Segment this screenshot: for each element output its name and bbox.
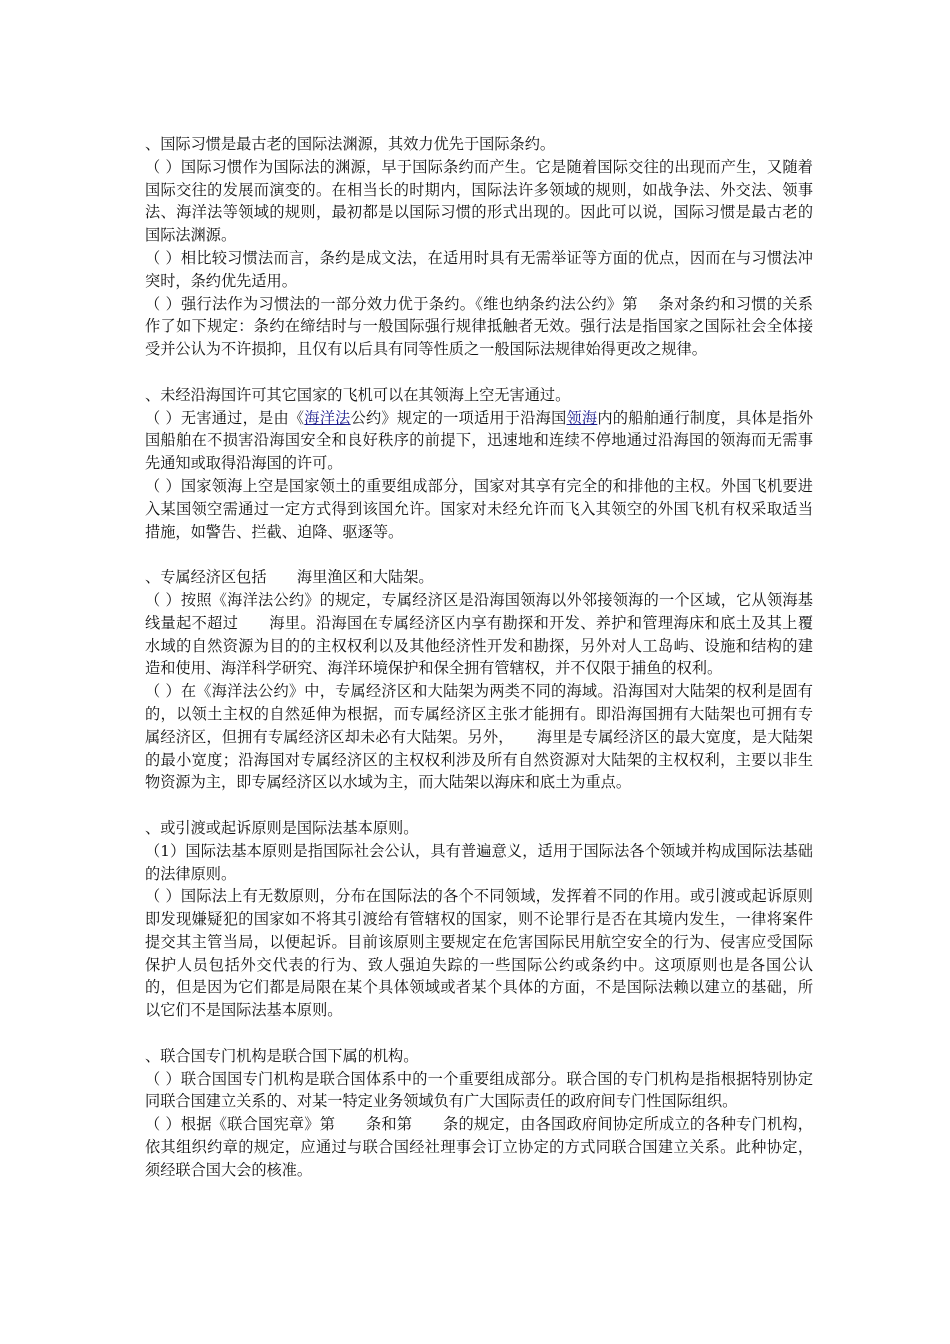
paragraph: （ ）联合国国专门机构是联合国体系中的一个重要组成部分。联合国的专门机构是指根据特别协定同联合国建立关系的、对某一特定业务领域负有广大国际责任的政府间专门性国际组织。 [145,1069,813,1111]
section-heading: 、联合国专门机构是联合国下属的机构。 [145,1046,419,1065]
text-run: （ ）无害通过，是由《 [145,408,305,427]
paragraph: （ ）根据《联合国宪章》第 条和第 条的规定，由各国政府间协定所成立的各种专门机构，依其组织约章的规定，应通过与联合国经社理事会订立协定的方式同联合国建立关系。此种协定，须经联合国大会的核准。 [145,1115,813,1179]
hyperlink-haiyangfa[interactable]: 海洋法 [304,408,351,427]
document-body [145,133,813,1182]
paragraph: （ ）强行法作为习惯法的一部分效力优于条约。《维也纳条约法公约》第 条对条约和习惯的关系作了如下规定：条约在缔结时与一般国际强行规律抵触者无效。强行法是指国家之国际社会全体接受并公认为不许损抑，且仅有以后具有同等性质之一般国际法规律始得更改之规律。 [145,294,813,359]
paragraph: （ ）在《海洋法公约》中，专属经济区和大陆架为两类不同的海域。沿海国对大陆架的权利是固有的，以领土主权的自然延伸为根据，而专属经济区主张才能拥有。即沿海国拥有大陆架也可拥有专属经济区，但拥有专属经济区却未必有大陆架。另外， 海里是专属经济区的最大宽度，是大陆架的最小宽度；沿海国对专属经济区的主权权利涉及所有自然资源对大陆架的主权权利，主要以非生物资源为主，即专属经济区以水域为主，而大陆架以海床和底土为重点。 [145,682,813,792]
section-heading: 、专属经济区包括 海里渔区和大陆架。 [145,568,434,587]
paragraph: （1）国际法基本原则是指国际社会公认，具有普遍意义，适用于国际法各个领域并构成国际法基础的法律原则。 [145,841,813,883]
paragraph: （ ）国家领海上空是国家领土的重要组成部分，国家对其享有完全的和排他的主权。外国飞机要进入某国领空需通过一定方式得到该国允许。国家对未经允许而飞入其领空的外国飞机有权采取适当措施，如警告、拦截、迫降、驱逐等。 [145,476,813,541]
spacer [145,1022,813,1045]
paragraph: （ ）相比较习惯法而言，条约是成文法，在适用时具有无需举证等方面的优点，因而在与习惯法冲突时，条约优先适用。 [145,248,813,290]
paragraph: （ ）国际习惯作为国际法的渊源，早于国际条约而产生。它是随着国际交往的出现而产生，又随着国际交往的发展而演变的。在相当长的时期内，国际法许多领域的规则，如战争法、外交法、领事法、海洋法等领域的规则，最初都是以国际习惯的形式出现的。因此可以说，国际习惯是最古老的国际法渊源。 [145,157,813,245]
section-heading: 、国际习惯是最古老的国际法渊源，其效力优先于国际条约。 [145,135,556,153]
text-run: 公约》规定的一项适用于沿海国 [350,408,567,427]
hyperlink-linghai[interactable]: 领海 [566,408,598,427]
spacer [145,543,813,566]
text-run: 内的船舶通行制度，具体是指外国船舶在不损害沿海国安全和良好秩序的前提下，迅速地和连续不停地通过沿海国的领海而无需事先通知或取得沿海国的许可。 [145,408,814,473]
section-heading: 、未经沿海国许可其它国家的飞机可以在其领海上空无害通过。 [145,385,571,404]
spacer [145,361,813,384]
paragraph: （ ）按照《海洋法公约》的规定，专属经济区是沿海国领海以外邻接领海的一个区域，它从领海基线量起不超过 海里。沿海国在专属经济区内享有勘探和开发、养护和管理海床和底土及其上覆水域的自然资源为目的的主权权利以及其他经济性开发和勘探，另外对人工岛屿、设施和结构的建造和使用、海洋科学研究、海洋环境保护和保全拥有管辖权，并不仅限于捕鱼的权利。 [145,590,813,678]
spacer [145,794,813,817]
section-heading: 、或引渡或起诉原则是国际法基本原则。 [145,818,419,837]
paragraph [145,407,813,475]
paragraph: （ ）国际法上有无数原则，分布在国际法的各个不同领域，发挥着不同的作用。或引渡或起诉原则即发现嫌疑犯的国家如不将其引渡给有管辖权的国家，则不论罪行是否在其境内发生，一律将案件提交其主管当局，以便起诉。目前该原则主要规定在危害国际民用航空安全的行为、侵害应受国际保护人员包括外交代表的行为、致人强迫失踪的一些国际公约或条约中。这项原则也是各国公认的，但是因为它们都是局限在某个具体领域或者某个具体的方面，不是国际法赖以建立的基础，所以它们不是国际法基本原则。 [145,887,813,1020]
